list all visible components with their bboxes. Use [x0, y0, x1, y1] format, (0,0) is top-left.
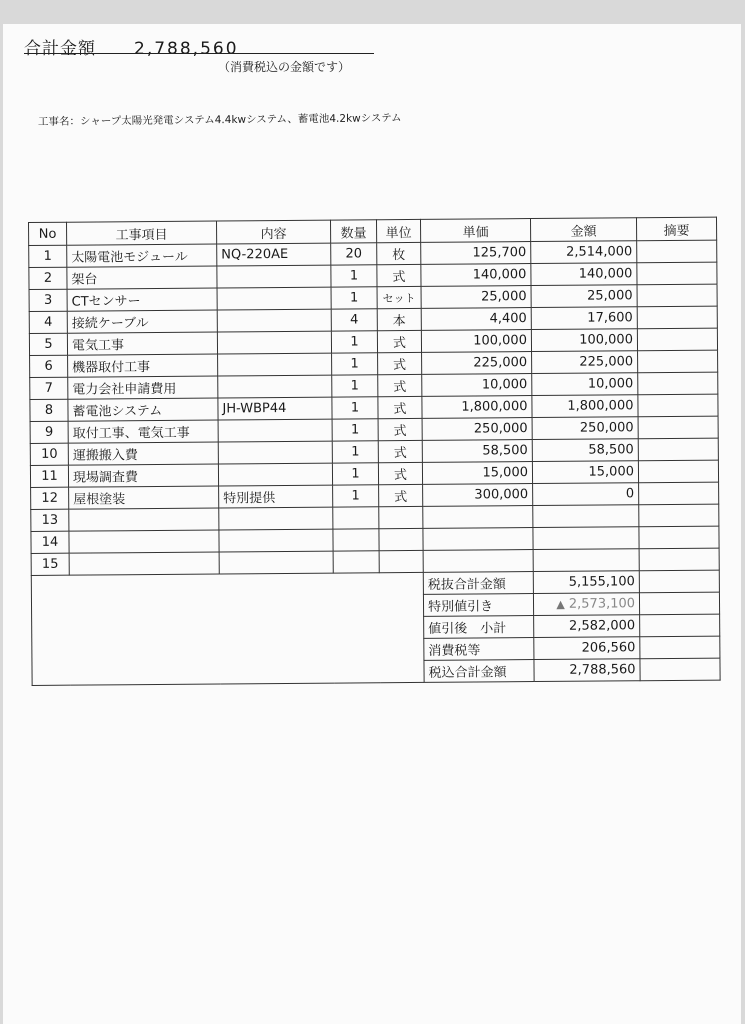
- row-price: 100,000: [421, 330, 531, 353]
- row-no: 14: [31, 531, 69, 553]
- row-qty: 1: [332, 441, 378, 463]
- row-content: [217, 265, 331, 288]
- row-item: 太陽電池モジュール: [67, 244, 217, 267]
- row-no: 2: [29, 267, 67, 289]
- row-qty: 1: [331, 287, 377, 309]
- row-unit: 式: [379, 484, 423, 506]
- grand-total-label: 税込合計金額: [424, 660, 534, 683]
- row-content: 特別提供: [219, 485, 333, 508]
- row-price: [423, 506, 533, 529]
- row-content: [217, 287, 331, 310]
- row-content: JH-WBP44: [218, 397, 332, 420]
- row-no: 4: [29, 311, 67, 333]
- row-amount: 10,000: [532, 373, 638, 396]
- discount-cell: [533, 593, 639, 616]
- row-content: [218, 375, 332, 398]
- row-remarks: [637, 240, 717, 263]
- row-qty: [333, 529, 379, 551]
- col-qty: 数量: [330, 220, 376, 243]
- row-item: CTセンサー: [67, 288, 217, 311]
- row-unit: 式: [377, 330, 421, 352]
- row-qty: 1: [331, 331, 377, 353]
- row-qty: 1: [332, 353, 378, 375]
- summary-remark: [639, 570, 719, 593]
- row-item: 電力会社申請費用: [68, 376, 218, 399]
- tax-note: （消費税込の金額です）: [218, 60, 351, 74]
- row-remarks: [639, 504, 719, 527]
- summary-remark: [639, 592, 719, 615]
- row-no: 11: [30, 465, 68, 487]
- row-unit: 式: [378, 352, 422, 374]
- row-item: 屋根塗装: [69, 486, 219, 509]
- row-amount: 15,000: [532, 461, 638, 484]
- project-name: 工事名：シャープ太陽光発電システム4.4kwシステム、蓄電池4.2kwシステム: [37, 112, 402, 128]
- row-unit: [379, 528, 423, 550]
- row-content: [218, 419, 332, 442]
- row-no: 1: [29, 245, 67, 267]
- summary-remark: [640, 614, 720, 637]
- row-amount: [533, 527, 639, 550]
- tax-value: 206,560: [534, 637, 640, 660]
- total-value: 2,788,560: [134, 39, 239, 59]
- row-no: 15: [31, 553, 69, 575]
- row-price: 125,700: [421, 242, 531, 265]
- row-qty: 1: [331, 265, 377, 287]
- summary-remark: [640, 658, 720, 681]
- row-unit: [379, 550, 423, 572]
- row-price: 25,000: [421, 286, 531, 309]
- row-item: 蓄電池システム: [68, 398, 218, 421]
- row-item: 機器取付工事: [68, 354, 218, 377]
- row-amount: 2,514,000: [531, 241, 637, 264]
- row-price: [423, 550, 533, 573]
- row-amount: 140,000: [531, 263, 637, 286]
- summary-remark: [640, 636, 720, 659]
- row-remarks: [637, 262, 717, 285]
- discount-label: 特別値引き: [423, 594, 533, 617]
- row-qty: 1: [332, 419, 378, 441]
- col-item: 工事項目: [67, 221, 217, 245]
- row-qty: 1: [332, 375, 378, 397]
- row-unit: 本: [377, 308, 421, 330]
- row-content: NQ-220AE: [217, 243, 331, 266]
- subtotal-label: 税抜合計金額: [423, 572, 533, 595]
- row-remarks: [639, 482, 719, 505]
- row-item: 運搬搬入費: [68, 442, 218, 465]
- row-remarks: [638, 394, 718, 417]
- row-qty: [333, 551, 379, 573]
- row-amount: [533, 505, 639, 528]
- after-value: 2,582,000: [534, 615, 640, 638]
- row-qty: 1: [332, 397, 378, 419]
- row-unit: 枚: [377, 242, 421, 264]
- total-label: 合計金額: [24, 39, 96, 59]
- row-unit: 式: [377, 264, 421, 286]
- row-unit: セット: [377, 286, 421, 308]
- row-price: [423, 528, 533, 551]
- col-amount: 金額: [530, 218, 636, 242]
- row-unit: 式: [378, 396, 422, 418]
- row-price: 225,000: [422, 352, 532, 375]
- row-content: [219, 529, 333, 552]
- row-content: [218, 353, 332, 376]
- row-no: 3: [29, 289, 67, 311]
- row-remarks: [639, 548, 719, 571]
- row-unit: 式: [378, 418, 422, 440]
- estimate-sheet: [28, 217, 720, 686]
- row-item: 架台: [67, 266, 217, 289]
- row-amount: [533, 549, 639, 572]
- row-remarks: [638, 416, 718, 439]
- row-remarks: [637, 306, 717, 329]
- row-unit: 式: [378, 440, 422, 462]
- row-qty: 1: [332, 463, 378, 485]
- row-item: [69, 508, 219, 531]
- row-remarks: [638, 350, 718, 373]
- row-amount: 100,000: [531, 329, 637, 352]
- row-no: 6: [30, 355, 68, 377]
- row-qty: 4: [331, 309, 377, 331]
- row-qty: 1: [333, 485, 379, 507]
- row-remarks: [638, 438, 718, 461]
- row-content: [219, 551, 333, 574]
- row-unit: [379, 506, 423, 528]
- row-price: 250,000: [422, 418, 532, 441]
- row-no: 13: [31, 509, 69, 531]
- row-price: 4,400: [421, 308, 531, 331]
- row-price: 140,000: [421, 264, 531, 287]
- row-content: [217, 331, 331, 354]
- col-content: 内容: [216, 220, 330, 244]
- total-heading: [24, 34, 239, 59]
- row-remarks: [637, 284, 717, 307]
- row-amount: 25,000: [531, 285, 637, 308]
- estimate-table: [28, 217, 721, 686]
- row-amount: 0: [533, 483, 639, 506]
- row-content: [217, 309, 331, 332]
- row-price: 300,000: [423, 484, 533, 507]
- row-item: 現場調査費: [68, 464, 218, 487]
- row-no: 12: [31, 487, 69, 509]
- row-no: 9: [30, 421, 68, 443]
- row-no: 5: [29, 333, 67, 355]
- row-item: 電気工事: [67, 332, 217, 355]
- row-amount: 58,500: [532, 439, 638, 462]
- row-qty: 20: [331, 243, 377, 265]
- row-price: 15,000: [422, 462, 532, 485]
- row-item: 取付工事、電気工事: [68, 420, 218, 443]
- blank-area: [31, 572, 424, 685]
- row-remarks: [638, 372, 718, 395]
- row-no: 10: [30, 443, 68, 465]
- col-unit: 単位: [376, 219, 420, 242]
- row-no: 8: [30, 399, 68, 421]
- row-qty: [333, 507, 379, 529]
- grand-total-value: 2,788,560: [534, 659, 640, 682]
- row-item: 接続ケーブル: [67, 310, 217, 333]
- col-remarks: 摘要: [636, 217, 716, 241]
- row-content: [218, 463, 332, 486]
- col-no: No: [29, 222, 67, 245]
- row-content: [219, 507, 333, 530]
- row-item: [69, 530, 219, 553]
- row-price: 58,500: [422, 440, 532, 463]
- discount-value: 2,573,100: [568, 596, 636, 612]
- row-amount: 17,600: [531, 307, 637, 330]
- row-amount: 250,000: [532, 417, 638, 440]
- row-unit: 式: [378, 462, 422, 484]
- total-underline: [24, 53, 374, 54]
- row-amount: 1,800,000: [532, 395, 638, 418]
- tax-label: 消費税等: [424, 638, 534, 661]
- col-price: 単価: [420, 219, 530, 243]
- row-amount: 225,000: [532, 351, 638, 374]
- row-remarks: [638, 460, 718, 483]
- subtotal-value: 5,155,100: [533, 571, 639, 594]
- after-label: 値引後 小計: [424, 616, 534, 639]
- triangle-icon: ▲: [556, 597, 565, 611]
- row-price: 1,800,000: [422, 396, 532, 419]
- row-no: 7: [30, 377, 68, 399]
- row-price: 10,000: [422, 374, 532, 397]
- row-item: [69, 552, 219, 575]
- row-content: [218, 441, 332, 464]
- row-remarks: [637, 328, 717, 351]
- row-remarks: [639, 526, 719, 549]
- row-unit: 式: [378, 374, 422, 396]
